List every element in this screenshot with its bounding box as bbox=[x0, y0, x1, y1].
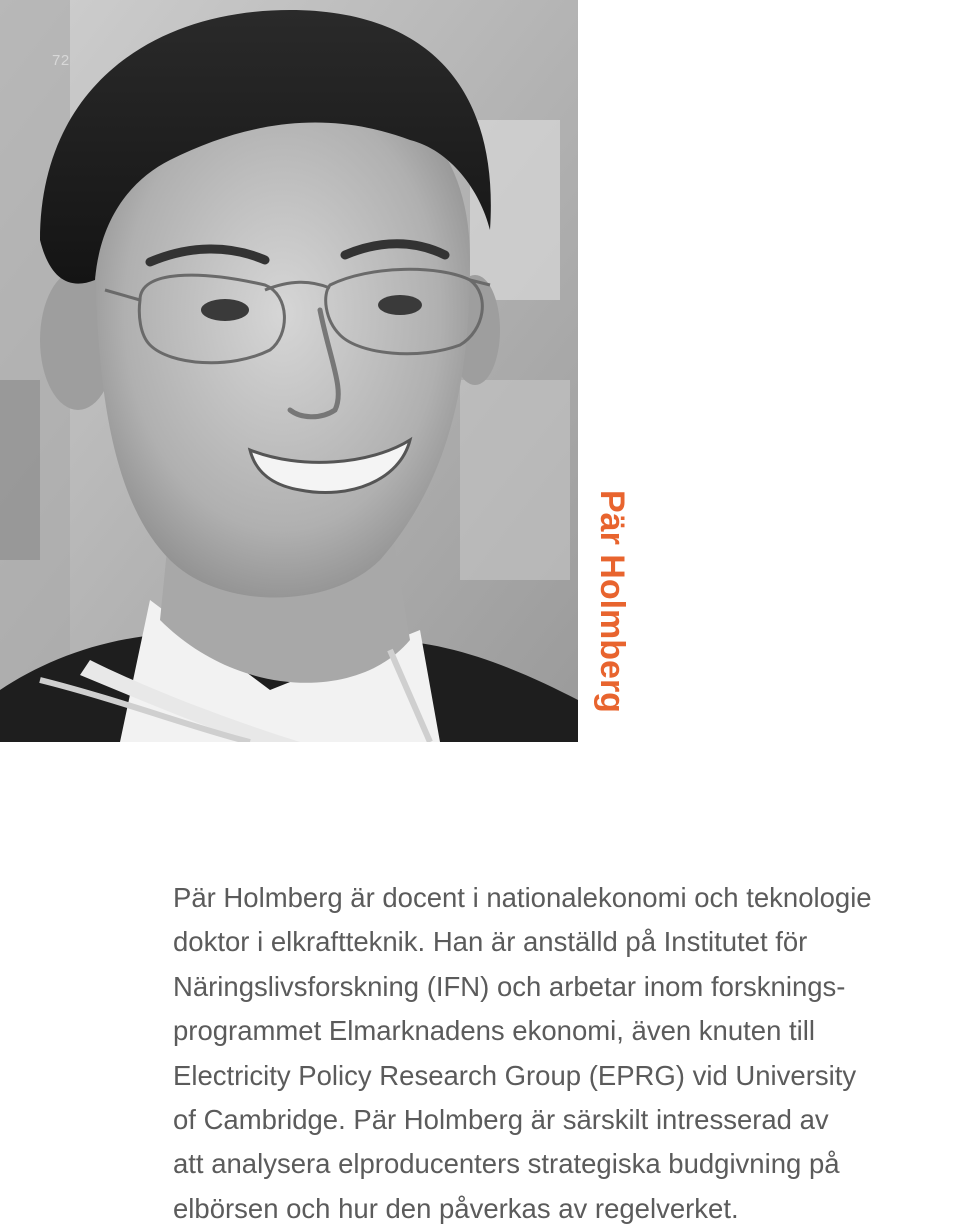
bio-line: elbörsen och hur den påverkas av regelverket. bbox=[173, 1192, 739, 1224]
bio-line: doktor i elkraftteknik. Han är anställd på Institutet för bbox=[173, 926, 808, 958]
bio-line: programmet Elmarknadens ekonomi, även knuten till bbox=[173, 1015, 815, 1047]
person-name-heading: Pär Holmberg bbox=[593, 490, 631, 713]
bio-paragraph bbox=[173, 876, 953, 1231]
bio-line: Electricity Policy Research Group (EPRG) vid University bbox=[173, 1059, 857, 1091]
bio-line: Näringslivsforskning (IFN) och arbetar inom forsknings- bbox=[173, 970, 846, 1002]
portrait-photo bbox=[0, 0, 578, 742]
portrait-illustration bbox=[0, 0, 578, 742]
bio-line: of Cambridge. Pär Holmberg är särskilt intresserad av bbox=[173, 1104, 829, 1136]
bio-line: att analysera elproducenters strategiska budgivning på bbox=[173, 1148, 840, 1180]
page-number: 72 bbox=[52, 52, 70, 69]
bio-line: Pär Holmberg är docent i nationalekonomi och teknologie bbox=[173, 882, 872, 913]
